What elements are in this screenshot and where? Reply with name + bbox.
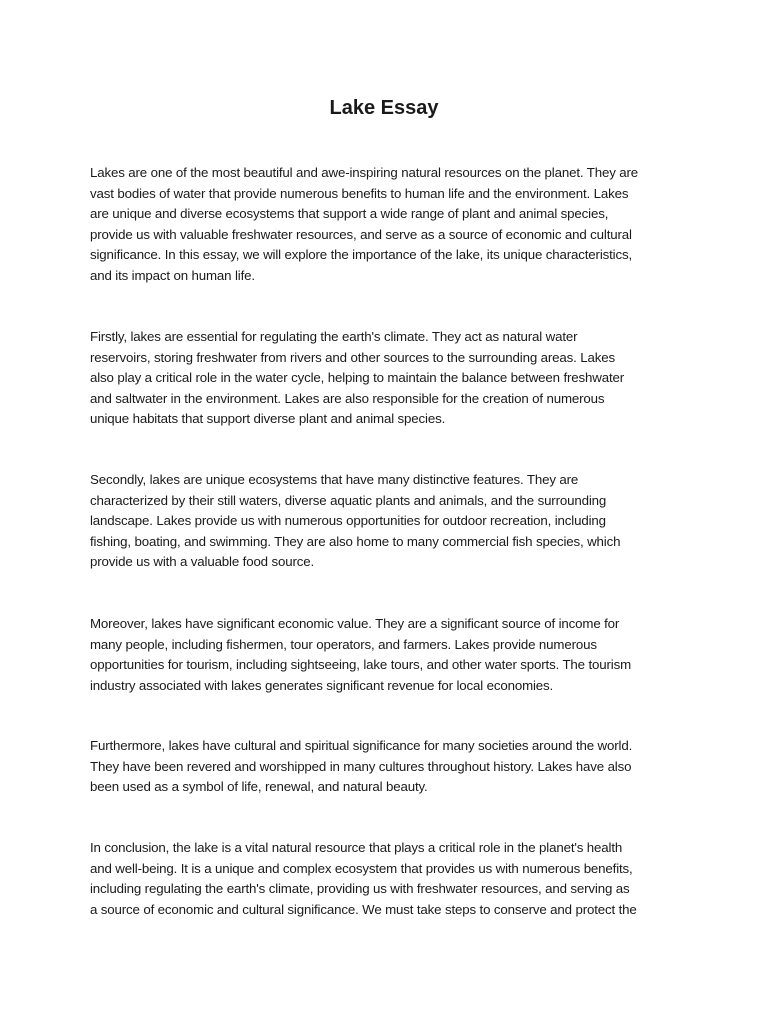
document-title: Lake Essay — [329, 97, 439, 119]
paragraph-line: and well-being. It is a unique and complex ecosystem that provides us with numerous benefits, — [90, 860, 633, 876]
paragraph-line: provide us with valuable freshwater resources, and serve as a source of economic and cultural — [90, 226, 632, 242]
paragraph-cultural-significance — [90, 736, 690, 798]
paragraph-line: provide us with a valuable food source. — [90, 554, 315, 569]
paragraph-line: a source of economic and cultural significance. We must take steps to conserve and protect the — [90, 901, 637, 917]
paragraph-line: and its impact on human life. — [90, 267, 255, 283]
paragraph-line: In conclusion, the lake is a vital natural resource that plays a critical role in the planet's health — [90, 840, 623, 855]
paragraph-economic-value — [90, 614, 690, 696]
paragraph-line: many people, including fishermen, tour operators, and farmers. Lakes provide numerous — [90, 636, 597, 652]
paragraph-ecosystems — [90, 470, 690, 573]
paragraph-line: landscape. Lakes provide us with numerous opportunities for outdoor recreation, including — [90, 513, 606, 528]
paragraph-line: significance. In this essay, we will explore the importance of the lake, its unique characteristics, — [90, 247, 633, 262]
paragraph-line: are unique and diverse ecosystems that support a wide range of plant and animal species, — [90, 206, 609, 221]
paragraph-line: They have been revered and worshipped in many cultures throughout history. Lakes have also — [90, 758, 632, 774]
paragraph-line: Lakes are one of the most beautiful and awe-inspiring natural resources on the planet. They are — [90, 165, 639, 180]
paragraph-line: been used as a symbol of life, renewal, and natural beauty. — [90, 779, 428, 794]
paragraph-line: unique habitats that support diverse plant and animal species. — [90, 411, 446, 426]
paragraph-line: vast bodies of water that provide numerous benefits to human life and the environment. Lakes — [90, 185, 629, 201]
paragraph-line: Furthermore, lakes have cultural and spiritual significance for many societies around the world. — [90, 738, 633, 753]
paragraph-line: fishing, boating, and swimming. They are also home to many commercial fish species, which — [90, 533, 621, 549]
paragraph-line: reservoirs, storing freshwater from rivers and other sources to the surrounding areas. Lakes — [90, 349, 615, 365]
paragraph-line: industry associated with lakes generates significant revenue for local economies. — [90, 677, 554, 693]
paragraph-introduction — [90, 163, 690, 286]
paragraph-climate — [90, 327, 690, 430]
paragraph-line: Moreover, lakes have significant economic value. They are a significant source of income for — [90, 616, 620, 631]
paragraph-line: characterized by their still waters, diverse aquatic plants and animals, and the surrounding — [90, 492, 607, 508]
paragraph-line: including regulating the earth's climate, providing us with freshwater resources, and serving as — [90, 881, 630, 896]
paragraph-line: Firstly, lakes are essential for regulating the earth's climate. They act as natural water — [90, 329, 578, 344]
paragraph-line: Secondly, lakes are unique ecosystems that have many distinctive features. They are — [90, 472, 579, 487]
paragraph-line: also play a critical role in the water cycle, helping to maintain the balance between freshwater — [90, 370, 625, 385]
paragraph-conclusion — [90, 838, 690, 920]
paragraph-line: opportunities for tourism, including sightseeing, lake tours, and other water sports. The tourism — [90, 657, 631, 672]
paragraph-line: and saltwater in the environment. Lakes are also responsible for the creation of numerous — [90, 390, 605, 406]
